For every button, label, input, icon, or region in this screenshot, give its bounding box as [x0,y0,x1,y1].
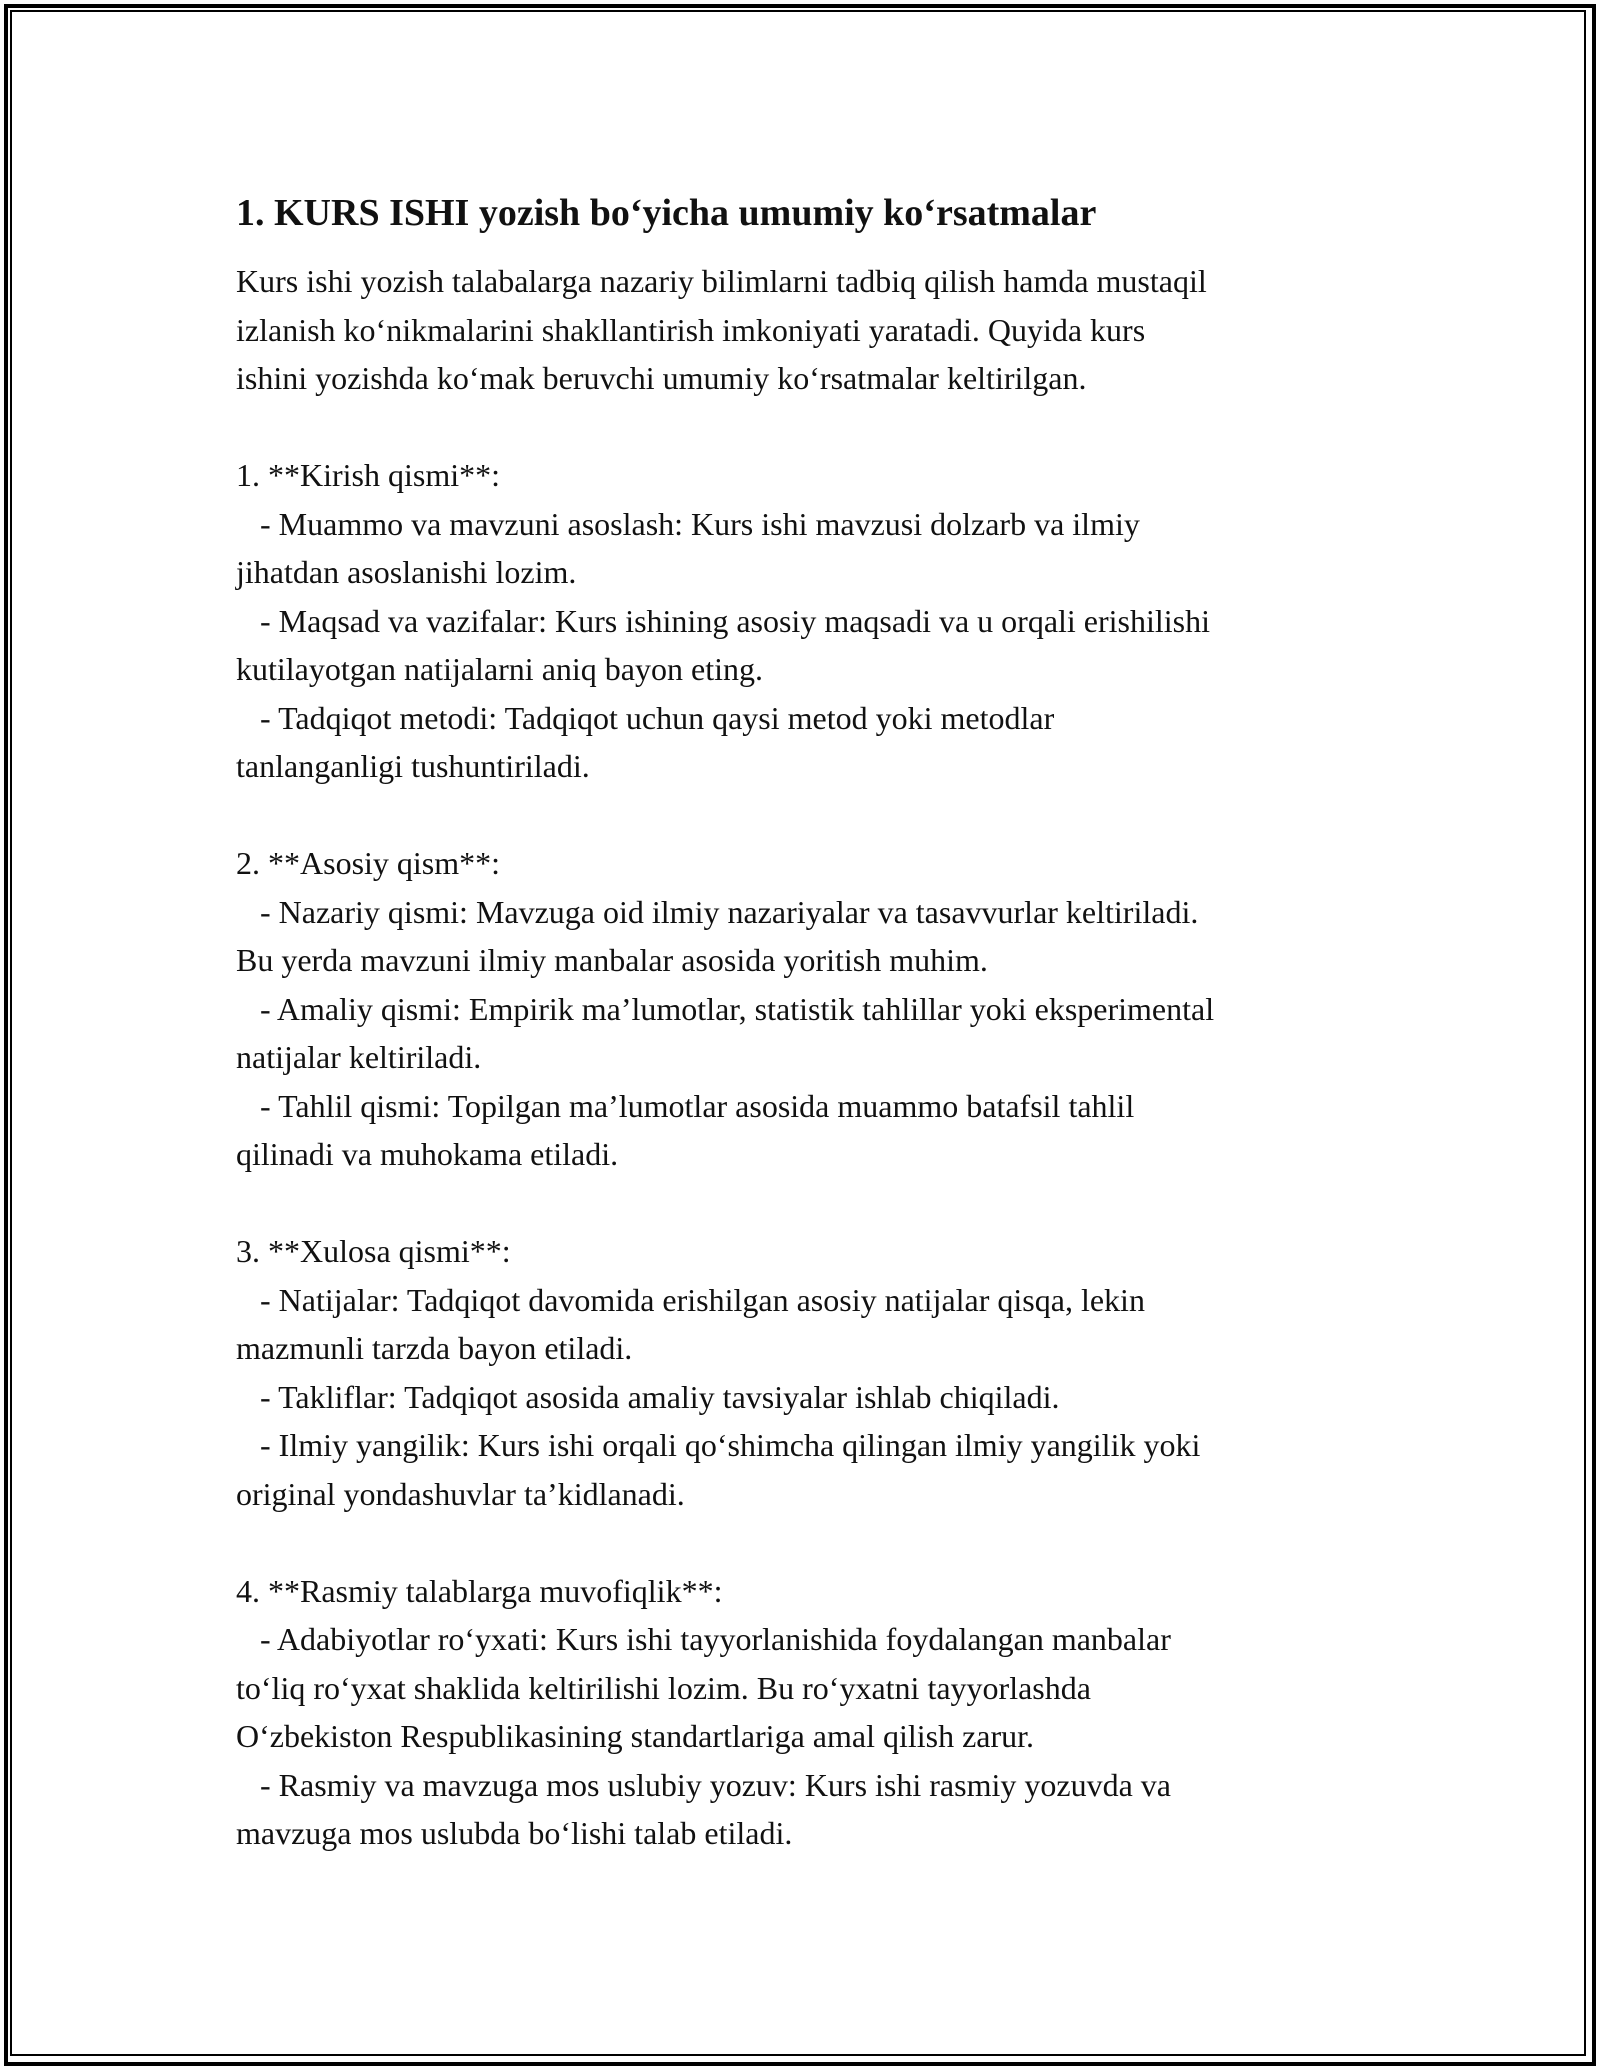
section-line: tanlanganligi tushuntiriladi. [236,748,590,784]
section-line: natijalar keltiriladi. [236,1039,482,1075]
section-line: original yondashuvlar ta’kidlanadi. [236,1475,685,1512]
section-line: Bu yerda mavzuni ilmiy manbalar asosida yoritish muhim. [236,942,988,978]
section-line: - Rasmiy va mavzuga mos uslubiy yozuv: Kurs ishi rasmiy yozuvda va [236,1766,1171,1803]
section-line: - Amaliy qismi: Empirik ma’lumotlar, statistik tahlillar yoki eksperimental [236,990,1215,1027]
section-line: kutilayotgan natijalarni aniq bayon eting. [236,651,763,687]
spacer [236,791,1386,840]
intro-line: ishini yozishda ko‘mak beruvchi umumiy ko‘rsatmalar keltirilgan. [236,360,1087,396]
section-line: - Muammo va mavzuni asoslash: Kurs ishi mavzusi dolzarb va ilmiy [236,505,1140,542]
section-title: 3. **Xulosa qismi**: [236,1233,511,1269]
section-title: 1. **Kirish qismi**: [236,457,501,493]
section-line: jihatdan asoslanishi lozim. [236,554,577,590]
intro-line: izlanish ko‘nikmalarini shakllantirish imkoniyati yaratadi. Quyida kurs [236,311,1146,348]
section-line: mazmunli tarzda bayon etiladi. [236,1330,633,1366]
section-xulosa [236,1227,1386,1518]
intro-line: Kurs ishi yozish talabalarga nazariy bilimlarni tadbiq qilish hamda mustaqil [236,263,1207,299]
section-line: to‘liq ro‘yxat shaklida keltirilishi lozim. Bu ro‘yxatni tayyorlashda [236,1669,1091,1706]
section-asosiy [236,839,1386,1179]
spacer [236,1518,1386,1567]
section-line: - Ilmiy yangilik: Kurs ishi orqali qo‘shimcha qilingan ilmiy yangilik yoki [236,1427,1201,1463]
section-line: mavzuga mos uslubda bo‘lishi talab etiladi. [236,1815,793,1851]
spacer [236,403,1386,452]
section-title: 4. **Rasmiy talablarga muvofiqlik**: [236,1572,723,1609]
section-line: - Takliflar: Tadqiqot asosida amaliy tavsiyalar ishlab chiqiladi. [236,1378,1060,1415]
section-line: - Natijalar: Tadqiqot davomida erishilgan asosiy natijalar qisqa, lekin [236,1281,1145,1318]
section-line: qilinadi va muhokama etiladi. [236,1136,619,1172]
document-heading: 1. KURS ISHI yozish bo‘yicha umumiy ko‘rsatmalar [236,192,1097,234]
document-body [236,185,1386,1858]
section-title: 2. **Asosiy qism**: [236,845,501,881]
intro-paragraph [236,257,1386,403]
section-line: - Adabiyotlar ro‘yxati: Kurs ishi tayyorlanishida foydalangan manbalar [236,1621,1171,1657]
section-rasmiy [236,1567,1386,1858]
section-kirish [236,451,1386,791]
section-line: - Tadqiqot metodi: Tadqiqot uchun qaysi metod yoki metodlar [236,699,1055,736]
section-line: - Tahlil qismi: Topilgan ma’lumotlar asosida muammo batafsil tahlil [236,1087,1135,1124]
spacer [236,1179,1386,1228]
section-line: - Nazariy qismi: Mavzuga oid ilmiy nazariyalar va tasavvurlar keltiriladi. [236,893,1199,930]
section-line: O‘zbekiston Respublikasining standartlariga amal qilish zarur. [236,1718,1035,1754]
section-line: - Maqsad va vazifalar: Kurs ishining asosiy maqsadi va u orqali erishilishi [236,602,1211,639]
